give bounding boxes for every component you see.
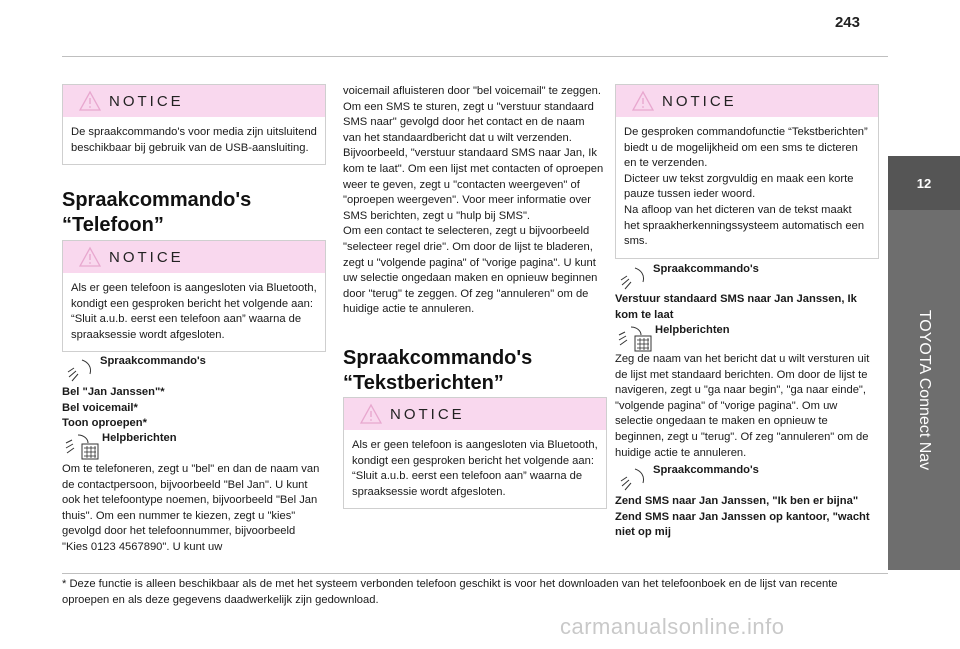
section-title-line1: Spraakcommando's — [343, 347, 533, 369]
watermark: carmanualsonline.info — [560, 614, 785, 639]
command-item: Verstuur standaard SMS naar Jan Janssen, Ik kom te laat — [615, 293, 857, 321]
voice-command-icon — [619, 463, 653, 491]
section-title-line1: Spraakcommando's — [62, 189, 252, 211]
notice-text: De gesproken commandofunctie “Tekstberichten” biedt u de mogelijkheid om een sms te dicteren en te verzenden. Dicteer uw tekst zorgvuldig en maak een korte pauze tussen ieder woord. Na afloop van het dicteren van de tekst maakt het spraakherkenningssysteem automatisch een sms. — [624, 126, 868, 248]
notice-box-sms — [615, 84, 879, 259]
warning-triangle-icon — [79, 90, 101, 112]
command-item: Bel "Jan Janssen"* — [62, 386, 165, 398]
notice-heading: NOTICE — [390, 405, 465, 423]
page-number: 243 — [834, 14, 860, 31]
help-text: Zeg de naam van het bericht dat u wilt versturen uit de lijst met standaard berichten. Om door de lijst te navigeren, zegt u "ga naar begin", "ga naar einde", "volgende pagina" of "vorige pagina". Om uw selectie ongedaan te maken en opnieuw te beginnen, zegt u "terug". Of zeg "annuleren" om de huidige actie te annuleren. — [615, 353, 870, 459]
warning-triangle-icon — [79, 246, 101, 268]
footnote: * Deze functie is alleen beschikbaar als de met het systeem verbonden telefoon geschikt is voor het downloaden van het telefoonboek en de lijst van recente oproepen en als deze gegevens daadwerkelijk zijn gedownload. — [62, 578, 838, 606]
notice-heading: NOTICE — [109, 248, 184, 266]
section-title-line2: “Tekstberichten” — [343, 372, 504, 394]
command-item: Zend SMS naar Jan Janssen, "Ik ben er bijna" — [615, 495, 859, 507]
header-divider — [62, 56, 888, 57]
notice-text: Als er geen telefoon is aangesloten via Bluetooth, kondigt een gesproken bericht het volgende aan: “Sluit a.u.b. eerst een telefoon aan” waarna de spraaksessie wordt afgesloten. — [352, 439, 598, 498]
voice-command-row — [66, 354, 206, 382]
notice-text: Als er geen telefoon is aangesloten via Bluetooth, kondigt een gesproken bericht het volgende aan: “Sluit a.u.b. eerst een telefoon aan” waarna de spraaksessie wordt afgesloten. — [71, 282, 317, 341]
footnote-divider — [62, 573, 888, 574]
section-title-tekstberichten — [343, 346, 605, 396]
notice-box-tekstberichten — [343, 397, 607, 509]
help-messages-label: Helpberichten — [102, 432, 177, 444]
warning-triangle-icon — [632, 90, 654, 112]
notice-box-media — [62, 84, 326, 165]
help-messages-label: Helpberichten — [655, 324, 730, 336]
command-item: Bel voicemail* — [62, 401, 138, 414]
notice-heading: NOTICE — [662, 92, 737, 110]
chapter-number-tab: 12 — [888, 156, 960, 210]
voice-command-row — [619, 463, 759, 491]
notice-heading: NOTICE — [109, 92, 184, 110]
continued-text: voicemail afluisteren door "bel voicemail" te zeggen. Om een SMS te sturen, zegt u "verstuur standaard SMS naar" gevolgd door het contact en de naam van het standaardbericht dat u wilt verzenden. Bijvoorbeeld, "verstuur standaard SMS naar Jan, Ik kom te laat". Om een lijst met contacten of oproepen weer te geven, zegt u "contacten weergeven" of "oproepen weergeven". Voor meer informatie over SMS berichten, zegt u "hulp bij SMS". Om een contact te selecteren, zegt u bijvoorbeeld "selecteer regel drie". Om door de lijst te bladeren, zegt u "volgende pagina" of "vorige pagina". U kunt uw selectie ongedaan maken en opnieuw beginnen door "terug" te zeggen. Of zeg "annuleren" om de huidige actie te annuleren. — [343, 85, 604, 316]
voice-command-label: Spraakcommando's — [100, 355, 206, 367]
command-item: Zend SMS naar Jan Janssen op kantoor, "wacht niet op mij — [615, 510, 870, 539]
command-list — [62, 385, 324, 432]
voice-command-row — [619, 262, 759, 290]
voice-command-label: Spraakcommando's — [653, 263, 759, 275]
section-title-line2: “Telefoon” — [62, 214, 164, 236]
notice-box-telefoon — [62, 240, 326, 352]
notice-text: De spraakcommando's voor media zijn uitsluitend beschikbaar bij gebruik van de USB-aansluiting. — [71, 126, 317, 154]
warning-triangle-icon — [360, 403, 382, 425]
help-messages-icon — [64, 431, 102, 461]
command-item: Toon oproepen* — [62, 417, 147, 430]
voice-command-icon — [619, 262, 653, 290]
voice-command-icon — [66, 354, 100, 382]
section-title-telefoon — [62, 188, 324, 238]
voice-command-label: Spraakcommando's — [653, 464, 759, 476]
help-messages-row — [64, 431, 177, 461]
command-list — [615, 494, 877, 541]
help-text: Om te telefoneren, zegt u "bel" en dan de naam van de contactpersoon, bijvoorbeeld "Bel Jan". U kunt ook het telefoontype noemen, bijvoorbeeld "Bel Jan thuis". Om een nummer te kiezen, zegt u "kies" gevolgd door het telefoonnummer, bijvoorbeeld "Kies 0123 4567890". U kunt uw — [62, 463, 320, 553]
help-messages-icon — [617, 323, 655, 353]
chapter-title: TOYOTA Connect Nav — [916, 309, 933, 471]
help-messages-row — [617, 323, 730, 353]
